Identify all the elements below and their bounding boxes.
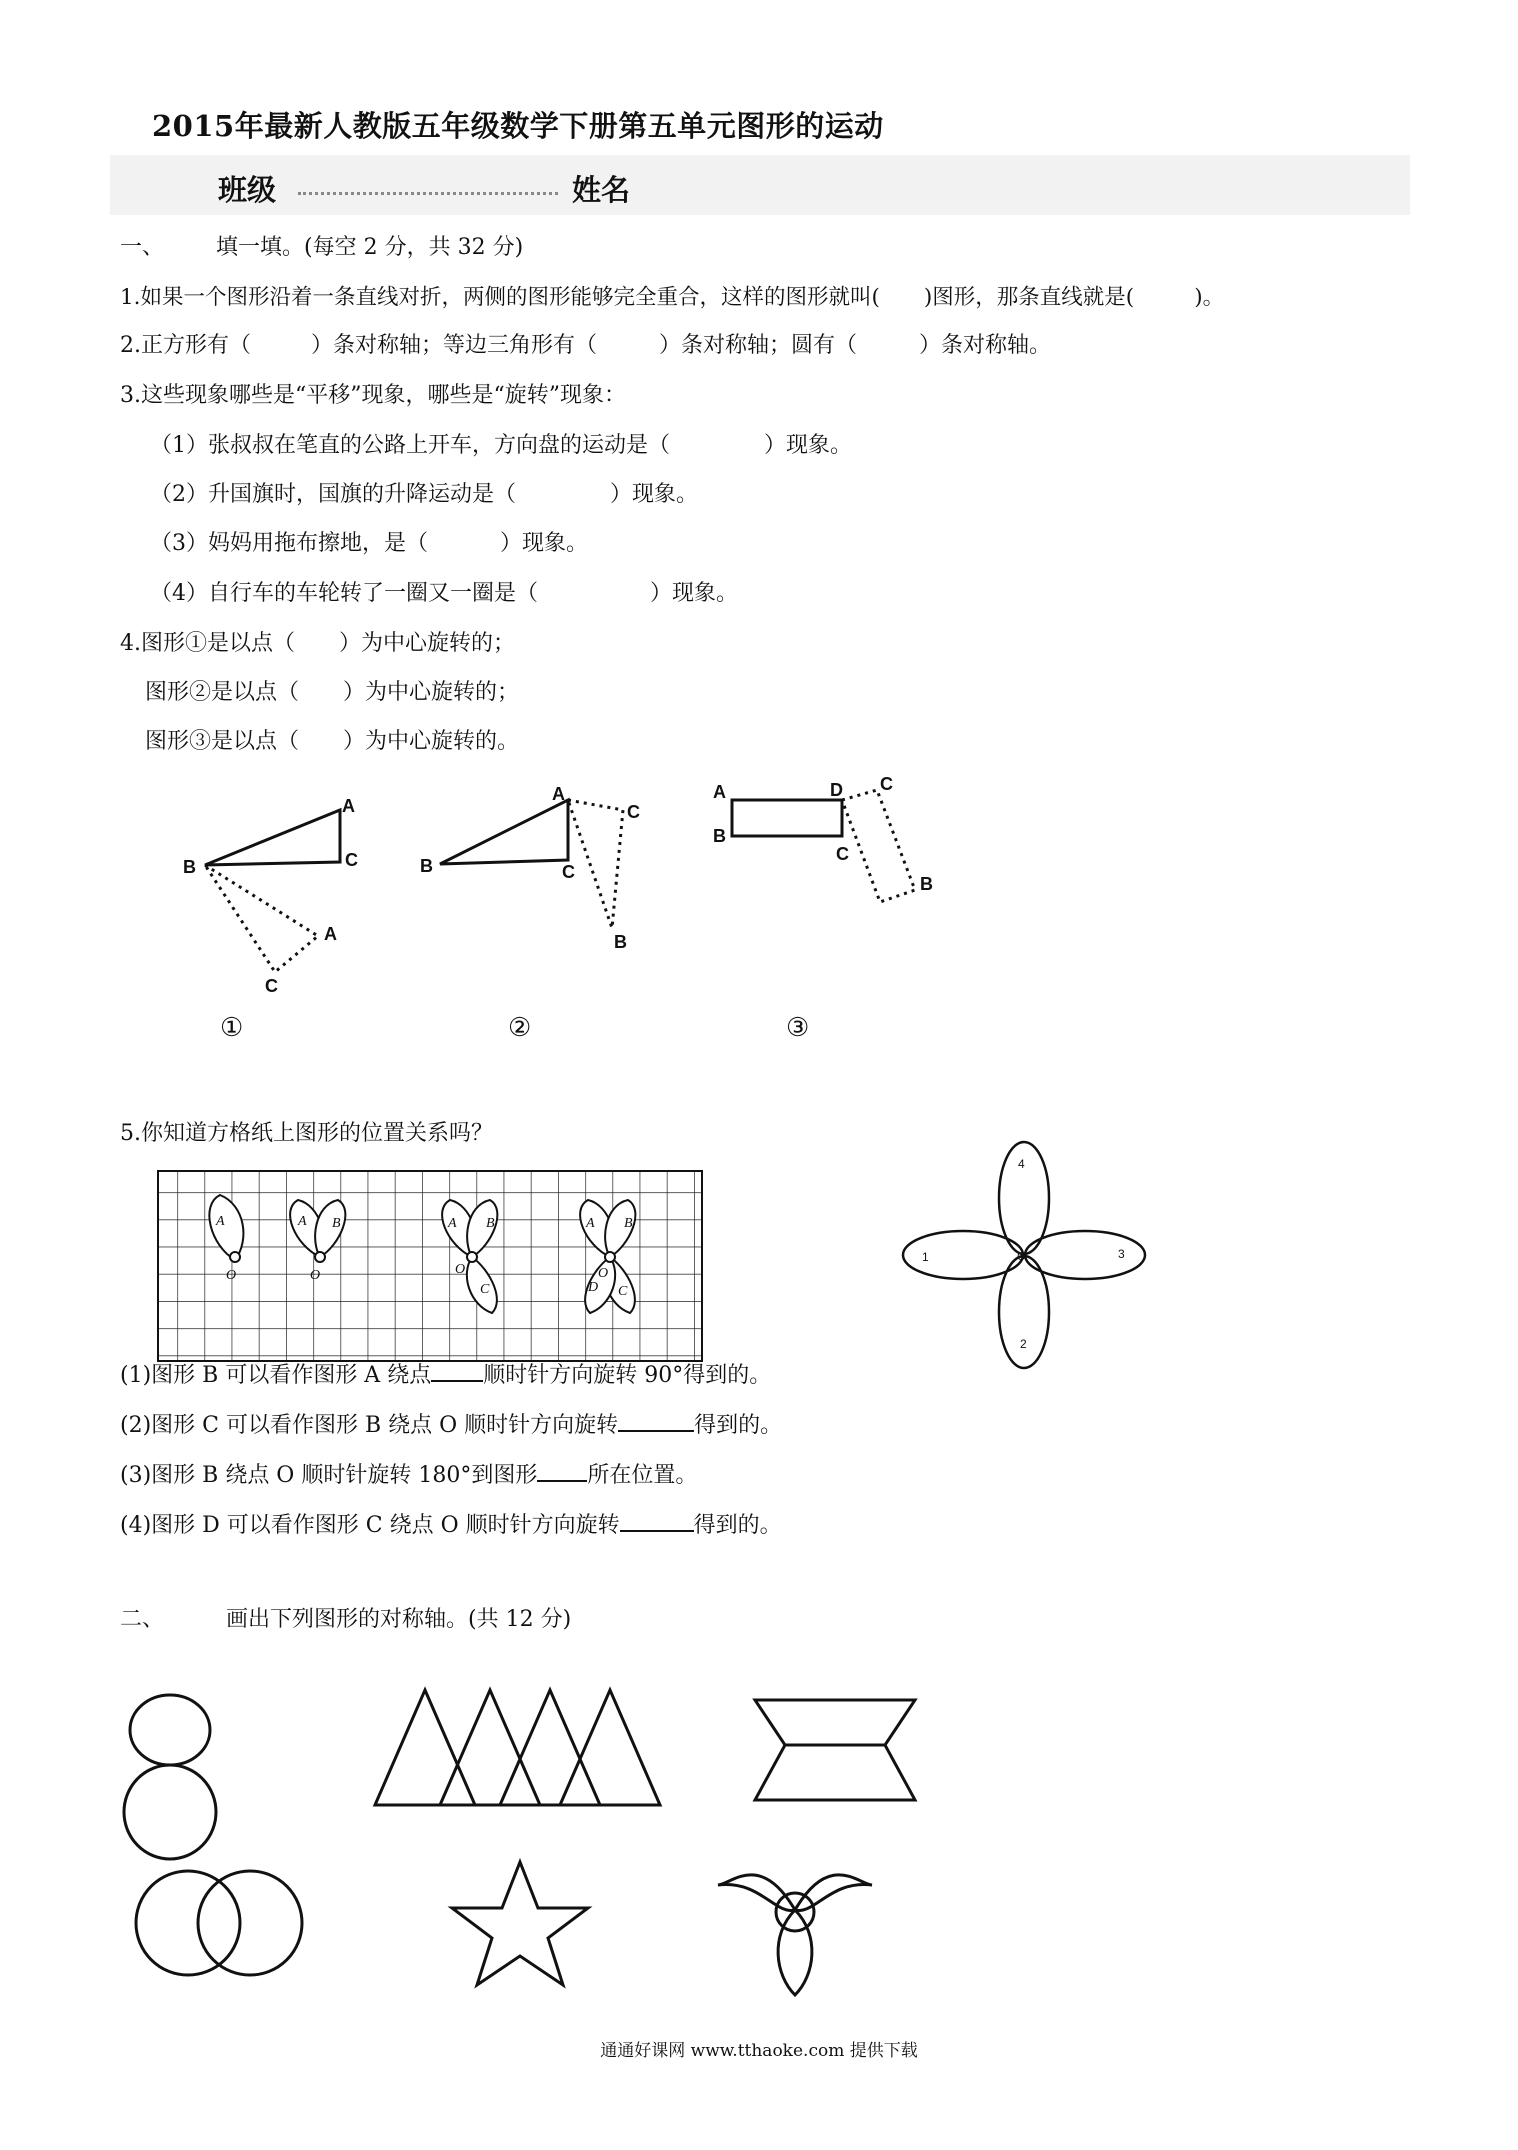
q4-2-text-a: 图形②是以点（ <box>145 680 300 705</box>
q3-1-text-a: （1）张叔叔在笔直的公路上开车，方向盘的运动是（ <box>150 433 670 458</box>
q3-3-text-a: （3）妈妈用拖布擦地，是（ <box>150 531 428 556</box>
question-3-item-3 <box>150 526 588 557</box>
fig1-label-A: A <box>342 796 355 816</box>
q5-3-text-b: 所在位置。 <box>587 1463 698 1488</box>
section1-heading <box>120 230 523 261</box>
g4-label-O: O <box>598 1266 609 1281</box>
fig3-label-C2: C <box>880 774 893 794</box>
fig1-number: ① <box>220 1012 244 1042</box>
q5-3-text-a: (3)图形 B 绕点 O 顺时针旋转 180°到图形 <box>120 1463 538 1488</box>
fig3-label-D: D <box>830 780 843 800</box>
petal-grid <box>150 1165 710 1365</box>
trapezoid-shape <box>755 1700 915 1800</box>
fig1-label-B: B <box>183 857 196 877</box>
fig1-label-C: C <box>345 850 358 870</box>
symmetry-figures <box>0 1670 1518 2010</box>
q5-1-text-b: 顺时针方向旋转 90°得到的。 <box>483 1363 772 1388</box>
q4-3-text-a: 图形③是以点（ <box>145 729 300 754</box>
flower-label-4: 4 <box>1018 1157 1025 1171</box>
question-5-stem: 5.你知道方格纸上图形的位置关系吗？ <box>120 1121 493 1146</box>
q4-1-text-a: 4.图形①是以点（ <box>120 631 295 656</box>
q5-3-blank[interactable] <box>537 1479 587 1482</box>
question-4-line-3 <box>145 724 519 755</box>
q5-2-text-a: (2)图形 C 可以看作图形 B 绕点 O 顺时针方向旋转 <box>120 1413 619 1438</box>
question-1 <box>120 280 1224 311</box>
flower-center-label: O <box>1017 1251 1026 1263</box>
q3-4-text-b: ）现象。 <box>650 581 739 606</box>
fig3-label-B2: B <box>920 874 933 894</box>
q4-3-text-b: ）为中心旋转的。 <box>343 729 520 754</box>
g3-label-B: B <box>486 1216 495 1231</box>
g4-label-A: A <box>586 1216 595 1231</box>
rotation-figure-3 <box>713 774 933 1042</box>
fig3-label-C: C <box>836 844 849 864</box>
g2-label-A: A <box>298 1214 307 1229</box>
q3-1-text-b: ）现象。 <box>764 433 853 458</box>
g1-label-A: A <box>216 1214 225 1229</box>
class-field[interactable] <box>298 192 558 195</box>
section2-title: 画出下列图形的对称轴。(共 12 分) <box>226 1607 572 1632</box>
q4-2-text-b: ）为中心旋转的； <box>343 680 520 705</box>
fig3-label-A: A <box>713 782 726 802</box>
fig1-label-C2: C <box>265 976 278 996</box>
g3-label-C: C <box>480 1282 490 1297</box>
q3-3-text-b: ）现象。 <box>500 531 589 556</box>
question-5-item-2 <box>120 1408 782 1439</box>
rotation-figures <box>0 760 1518 1060</box>
question-3-item-2 <box>150 477 698 508</box>
fig2-label-A: A <box>552 784 565 804</box>
fig2-number: ② <box>508 1012 532 1042</box>
q5-2-text-b: 得到的。 <box>694 1413 783 1438</box>
class-label: 班级 <box>218 173 277 207</box>
g4-label-B: B <box>624 1216 633 1231</box>
q5-1-blank[interactable] <box>431 1379 483 1382</box>
q1-text-a: 1.如果一个图形沿着一条直线对折，两侧的图形能够完全重合，这样的图形就叫( <box>120 285 880 310</box>
q4-1-text-b: ）为中心旋转的； <box>339 631 516 656</box>
question-5-item-1 <box>120 1358 771 1389</box>
section2-number: 二、 <box>120 1607 165 1632</box>
question-5-item-3 <box>120 1458 697 1489</box>
q5-1-text-a: (1)图形 B 可以看作图形 A 绕点 <box>120 1363 432 1388</box>
section1-title: 填一填。(每空 2 分，共 32 分) <box>216 235 524 260</box>
q5-4-blank[interactable] <box>620 1529 694 1532</box>
g3-label-O: O <box>455 1262 466 1277</box>
g1-label-O: O <box>226 1268 237 1283</box>
section2-heading <box>120 1602 571 1633</box>
g3-label-A: A <box>448 1216 457 1231</box>
q5-4-text-b: 得到的。 <box>693 1513 782 1538</box>
page-title: 2015年最新人教版五年级数学下册第五单元图形的运动 <box>152 109 884 143</box>
q3-2-text-a: （2）升国旗时，国旗的升降运动是（ <box>150 482 516 507</box>
fig1-label-A2: A <box>324 924 337 944</box>
fig2-label-C: C <box>562 862 575 882</box>
q3-2-text-b: ）现象。 <box>610 482 699 507</box>
question-2 <box>120 328 1051 359</box>
question-4-line-1 <box>120 626 515 657</box>
fig3-number: ③ <box>786 1012 810 1042</box>
three-leaf-shape <box>718 1875 872 1995</box>
rotation-figure-2 <box>420 784 640 1042</box>
overlapping-circles <box>136 1871 302 1975</box>
g4-label-D: D <box>588 1280 599 1295</box>
question-3-stem: 3.这些现象哪些是“平移”现象，哪些是“旋转”现象： <box>120 383 626 408</box>
g4-label-C: C <box>618 1284 628 1299</box>
q5-2-blank[interactable] <box>618 1429 694 1432</box>
four-petal-flower <box>900 1140 1160 1370</box>
flower-label-1: 1 <box>922 1250 929 1264</box>
g2-label-O: O <box>310 1268 321 1283</box>
figure-eight <box>124 1695 216 1859</box>
fig2-label-B2: B <box>614 932 627 952</box>
q2-text-a: 2.正方形有（ <box>120 333 251 358</box>
fig3-label-B: B <box>713 826 726 846</box>
question-3-item-1 <box>150 428 852 459</box>
section1-number: 一、 <box>120 235 165 260</box>
fig2-label-B: B <box>420 856 433 876</box>
flower-label-2: 2 <box>1020 1337 1027 1351</box>
g2-label-B: B <box>332 1216 341 1231</box>
flower-label-3: 3 <box>1118 1247 1125 1261</box>
q2-text-d: ）条对称轴。 <box>919 333 1052 358</box>
q5-4-text-a: (4)图形 D 可以看作图形 C 绕点 O 顺时针方向旋转 <box>120 1513 620 1538</box>
star-shape <box>452 1862 588 1985</box>
question-3-item-4 <box>150 576 738 607</box>
q1-text-c: )。 <box>1194 285 1225 310</box>
question-5-item-4 <box>120 1508 782 1539</box>
q2-text-b: ）条对称轴；等边三角形有（ <box>311 333 598 358</box>
q3-4-text-a: （4）自行车的车轮转了一圈又一圈是（ <box>150 581 538 606</box>
name-label: 姓名 <box>572 173 631 207</box>
q1-text-b: )图形，那条直线就是( <box>923 285 1135 310</box>
question-4-line-2 <box>145 675 519 706</box>
rotation-figure-1 <box>183 796 358 1042</box>
overlapping-triangles <box>375 1690 660 1805</box>
q2-text-c: ）条对称轴；圆有（ <box>659 333 858 358</box>
page-footer: 通通好课网 www.tthaoke.com 提供下载 <box>600 2041 918 2061</box>
header-band <box>110 155 1410 215</box>
fig2-label-C2: C <box>627 802 640 822</box>
